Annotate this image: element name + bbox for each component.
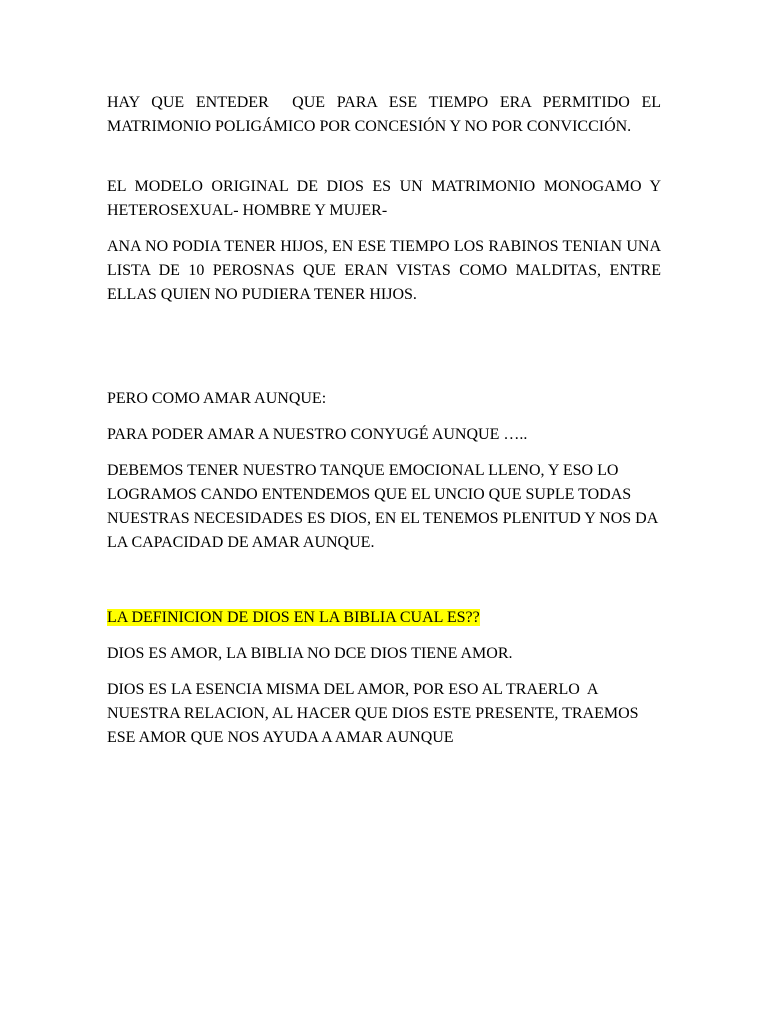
paragraph-definition-heading — [107, 606, 661, 630]
paragraph-original-model: EL MODELO ORIGINAL DE DIOS ES UN MATRIMONIO MONOGAMO Y HETEROSEXUAL- HOMBRE Y MUJER- — [107, 178, 665, 219]
highlighted-question: LA DEFINICION DE DIOS EN LA BIBLIA CUAL ES?? — [107, 609, 480, 626]
paragraph-love-spouse: PARA PODER AMAR A NUESTRO CONYUGÉ AUNQUE ….. — [107, 426, 528, 443]
paragraph-polygamy: HAY QUE ENTEDER QUE PARA ESE TIEMPO ERA PERMITIDO EL MATRIMONIO POLIGÁMICO POR CONCESIÓN Y NO POR CONVICCIÓN. — [107, 94, 665, 135]
paragraph-how-to-love: PERO COMO AMAR AUNQUE: — [107, 390, 327, 407]
paragraph-emotional-tank: DEBEMOS TENER NUESTRO TANQUE EMOCIONAL LLENO, Y ESO LO LOGRAMOS CANDO ENTENDEMOS QUE EL UNCIO QUE SUPLE TODAS NUESTRAS NECESIDADES ES DIOS, EN EL TENEMOS PLENITUD Y NOS DA LA CAPACIDAD DE AMAR AUNQUE. — [107, 462, 662, 551]
paragraph-ana: ANA NO PODIA TENER HIJOS, EN ESE TIEMPO LOS RABINOS TENIAN UNA LISTA DE 10 PEROSNAS QUE ERAN VISTAS COMO MALDITAS, ENTRE ELLAS QUIEN NO PUDIERA TENER HIJOS. — [107, 238, 665, 303]
paragraph-god-is-love: DIOS ES AMOR, LA BIBLIA NO DCE DIOS TIENE AMOR. — [107, 645, 513, 662]
paragraph-essence-of-love: DIOS ES LA ESENCIA MISMA DEL AMOR, POR ESO AL TRAERLO A NUESTRA RELACION, AL HACER QUE DIOS ESTE PRESENTE, TRAEMOS ESE AMOR QUE NOS AYUDA A AMAR AUNQUE — [107, 681, 643, 746]
